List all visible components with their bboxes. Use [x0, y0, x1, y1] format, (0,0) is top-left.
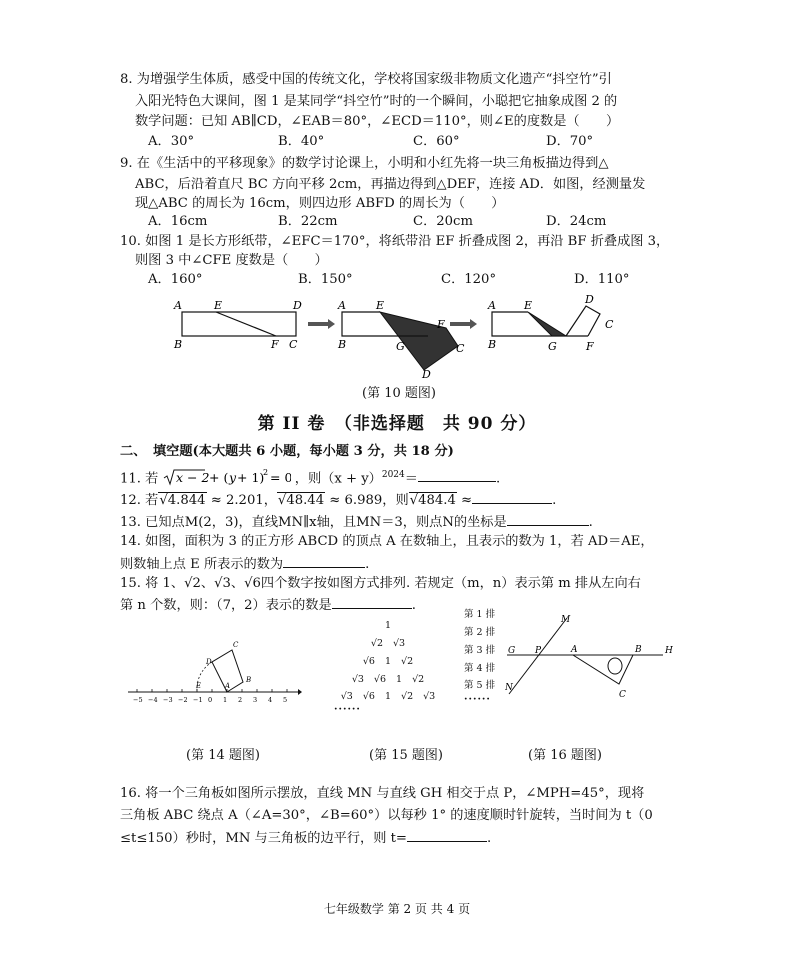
fig15-row-label: 第 5 排: [464, 680, 496, 691]
fig14-tick-label: 0: [208, 696, 213, 704]
q12-b: ≈ 2.201，: [210, 493, 277, 508]
fig15-label-dots: ······: [464, 694, 491, 705]
q12-pre: 12. 若: [120, 493, 159, 508]
q13-end: .: [588, 515, 593, 530]
q10-figure: [168, 292, 628, 378]
q15-line1: 15. 将 1、√2、√3、√6四个数字按如图方式排列. 若规定（m，n）表示第 m 排从左向右: [120, 576, 641, 591]
q16-end: .: [486, 831, 492, 846]
fig15-value: √3: [393, 638, 406, 649]
q9-option-b: B．22cm: [278, 214, 338, 229]
q12-f: ≈: [461, 493, 473, 508]
q14-line2: [120, 555, 369, 573]
fig14-label-e: E: [196, 682, 202, 690]
q11-pre: 11. 若: [120, 471, 159, 487]
fig15-value: 1: [396, 674, 403, 685]
fig14-tick-label: 3: [253, 696, 258, 704]
fig1-label-e: E: [214, 299, 223, 312]
q10-line1: 10. 如图 1 是长方形纸带，∠EFC＝170°，将纸带沿 EF 折叠成图 2，再沿 BF 折叠成图 3，: [120, 234, 670, 249]
fig14-tick-label: −3: [163, 696, 173, 704]
q11-post: ＝: [404, 471, 418, 487]
fig15-value: √3: [423, 691, 436, 702]
fig2-label-d: D: [422, 368, 431, 378]
fig15-value: √6: [362, 656, 375, 667]
fig3-label-a: A: [488, 299, 496, 312]
q13-answer-blank[interactable]: [507, 513, 589, 526]
q11-mid: ，则（x + y）: [294, 471, 382, 487]
fig14-tick-label: 2: [238, 696, 243, 704]
fig15-row-label: 第 4 排: [464, 663, 496, 674]
q15-end: .: [411, 598, 416, 613]
q8-option-b: B．40°: [278, 134, 325, 149]
fig1-label-d: D: [293, 299, 302, 312]
fig14-caption: (第 14 题图): [186, 748, 260, 763]
q10-option-c: C．120°: [441, 272, 497, 287]
fig15-triangle: [330, 609, 530, 716]
q10-fig1: [173, 299, 302, 351]
fig16-label-m: M: [561, 615, 571, 625]
fig3-label-g: G: [548, 340, 557, 353]
q14-line1: 14. 如图，面积为 3 的正方形 ABCD 的顶点 A 在数轴上，且表示的数为 1，若 AD＝AE，: [120, 534, 654, 549]
svg-text:y: y: [228, 470, 236, 486]
fig14-tick-label: 5: [283, 696, 288, 704]
fig15-caption: (第 15 题图): [369, 748, 443, 763]
fig15-value: √3: [340, 691, 353, 702]
fig2-label-a: A: [338, 299, 346, 312]
fig1-label-b: B: [174, 338, 183, 351]
fig16-label-a: A: [571, 645, 578, 655]
q12-c: 48.44: [286, 493, 325, 508]
fig15-value: 1: [384, 620, 392, 631]
fig15-value: √2: [401, 656, 414, 667]
fig14-tick-label: −4: [148, 696, 158, 704]
q11-expression: [163, 468, 291, 486]
fig14-label-a: A: [225, 682, 231, 690]
fig3-label-c: C: [605, 318, 614, 331]
fig15-row: [330, 656, 446, 667]
fig15-value: 1: [384, 691, 392, 702]
section-title: 第 II 卷 （非选择题 共 90 分）: [257, 414, 537, 434]
q15-line2-text: 第 n 个数，则：（7，2）表示的数是: [120, 598, 332, 613]
fig15-row: [330, 620, 446, 631]
fig14-tick-label: 1: [223, 696, 228, 704]
q13-text: 13. 已知点M(2，3)，直线MN∥x轴，且MN＝3，则点N的坐标是: [120, 515, 507, 530]
q8-line1: 8. 为增强学生体质，感受中国的传统文化，学校将国家级非物质文化遗产“抖空竹”引: [120, 72, 612, 87]
fig16-figure: [505, 612, 677, 704]
fig15-value: √6: [362, 691, 375, 702]
q12: [120, 491, 556, 509]
fig2-label-b: B: [338, 338, 347, 351]
fig14-tick-label: −1: [193, 696, 203, 704]
fig1-label-a: A: [174, 299, 182, 312]
q11-answer-blank[interactable]: [418, 469, 496, 482]
q10-fig3: [487, 293, 614, 353]
fig2-label-g: G: [396, 340, 405, 353]
fig14-label-c: C: [233, 641, 239, 649]
fig15-value: √2: [412, 674, 425, 685]
q12-e: 484.4: [418, 493, 456, 508]
q12-answer-blank[interactable]: [472, 491, 552, 504]
fig15-value: √2: [370, 638, 383, 649]
q15-answer-blank[interactable]: [332, 596, 412, 609]
q10-option-b: B．150°: [298, 272, 353, 287]
fig16-label-p: P: [535, 646, 542, 656]
q12-radicand-e: √484.4: [409, 493, 456, 508]
fig14-tick-label: 4: [268, 696, 273, 704]
fig15-value: 1: [384, 656, 392, 667]
q9-option-a: A．16cm: [148, 214, 208, 229]
q9-line1: 9. 在《生活中的平移现象》的数学讨论课上，小明和小红先将一块三角板描边得到△: [120, 156, 609, 171]
fig14-tick-label: −2: [178, 696, 188, 704]
fig15-value: √3: [351, 674, 364, 685]
fig16-label-n: N: [505, 683, 513, 693]
fig1-label-f: F: [271, 338, 279, 351]
q10-option-d: D．110°: [574, 272, 630, 287]
q12-end: .: [552, 493, 557, 508]
page-footer: 七年级数学 第 2 页 共 4 页: [323, 902, 471, 916]
fig3-label-e: E: [524, 299, 533, 312]
q12-a: 4.844: [167, 493, 206, 508]
q11-exponent: 2024: [381, 470, 405, 480]
fig15-row: [330, 691, 446, 702]
q8-option-d: D．70°: [546, 134, 594, 149]
fig3-label-d: D: [585, 293, 594, 306]
q11-end: .: [495, 471, 501, 487]
svg-text:+ 1): + 1): [236, 470, 264, 486]
svg-text:+ (: + (: [208, 470, 228, 486]
q10-line2: 则图 3 中∠CFE 度数是（ ）: [135, 253, 328, 268]
q14-answer-blank[interactable]: [283, 555, 365, 568]
fig15-value: √6: [373, 674, 387, 685]
fig2-label-f: F: [437, 318, 445, 331]
svg-text:= 0: = 0: [269, 470, 291, 486]
q10-option-a: A．160°: [148, 272, 203, 287]
q9-line2: ABC，后沿着直尺 BC 方向平移 2cm，再描边得到△DEF，连接 AD．如图，经测量发: [135, 177, 646, 192]
arrow-2: [450, 319, 477, 329]
fig16-label-h: H: [665, 646, 673, 656]
q9-line3: 现△ABC 的周长为 16cm，则四边形 ABFD 的周长为（ ）: [135, 196, 505, 211]
fig14-label-d: D: [206, 658, 212, 666]
q16-line3: [120, 829, 491, 847]
arrow-1: [308, 319, 335, 329]
q12-radicand-c: √48.44: [277, 493, 325, 508]
fig16-label-b: B: [635, 645, 642, 655]
q12-radicand-a: √4.844: [159, 493, 206, 508]
q16-line1: 16. 将一个三角板如图所示摆放，直线 MN 与直线 GH 相交于点 P，∠MPH=45°，现将: [120, 786, 645, 801]
fig14-tick-label: −5: [133, 696, 143, 704]
fig2-label-c: C: [456, 342, 465, 355]
fig15-row-label: 第 3 排: [464, 645, 496, 656]
q16-line3-text: ≤t≤150）秒时，MN 与三角板的边平行，则 t=: [120, 831, 407, 846]
fig15-row: [330, 674, 446, 685]
q16-line2: 三角板 ABC 绕点 A（∠A=30°，∠B=60°）以每秒 1° 的速度顺时针旋转，当时间为 t（0: [120, 808, 653, 823]
fig15-value: √2: [401, 691, 414, 702]
q11: [120, 467, 500, 487]
svg-text:2: 2: [262, 468, 268, 478]
fig14-number-line: [126, 634, 302, 708]
q9-option-c: C．20cm: [413, 214, 473, 229]
section-heading: 二、 填空题(本大题共 6 小题，每小题 3 分，共 18 分): [120, 444, 454, 459]
fig1-label-c: C: [289, 338, 298, 351]
fig3-label-f: F: [586, 340, 594, 353]
fig14-label-b: B: [246, 676, 252, 684]
q14-line2-text: 则数轴上点 E 所表示的数为: [120, 557, 284, 572]
fig16-caption: (第 16 题图): [528, 748, 602, 763]
fig16-label-c: C: [619, 690, 626, 700]
q10-caption: (第 10 题图): [362, 386, 436, 401]
fig3-label-b: B: [488, 338, 497, 351]
fig2-label-e: E: [376, 299, 385, 312]
q13: [120, 513, 593, 531]
q16-answer-blank[interactable]: [407, 829, 487, 842]
q15-line2: [120, 596, 416, 614]
q8-option-a: A．30°: [148, 134, 195, 149]
fig15-dots: ······: [334, 704, 361, 715]
q8-option-c: C．60°: [413, 134, 460, 149]
q9-option-d: D．24cm: [546, 214, 607, 229]
q10-fig2: [337, 299, 465, 378]
fig15-row-label: 第 1 排: [464, 609, 496, 620]
svg-text:x − 2: x − 2: [175, 470, 209, 486]
fig15-row: [330, 638, 446, 649]
fig16-label-g: G: [508, 646, 516, 656]
q8-line2: 入阳光特色大课间，图 1 是某同学“抖空竹”时的一个瞬间，小聪把它抽象成图 2 的: [135, 94, 618, 109]
q8-line3: 数学问题：已知 AB∥CD，∠EAB＝80°，∠ECD＝110°，则∠E的度数是（ ）: [135, 114, 620, 129]
q14-end: .: [365, 557, 370, 572]
fig15-row-label: 第 2 排: [464, 627, 496, 638]
q12-d: ≈ 6.989，则: [329, 493, 409, 508]
